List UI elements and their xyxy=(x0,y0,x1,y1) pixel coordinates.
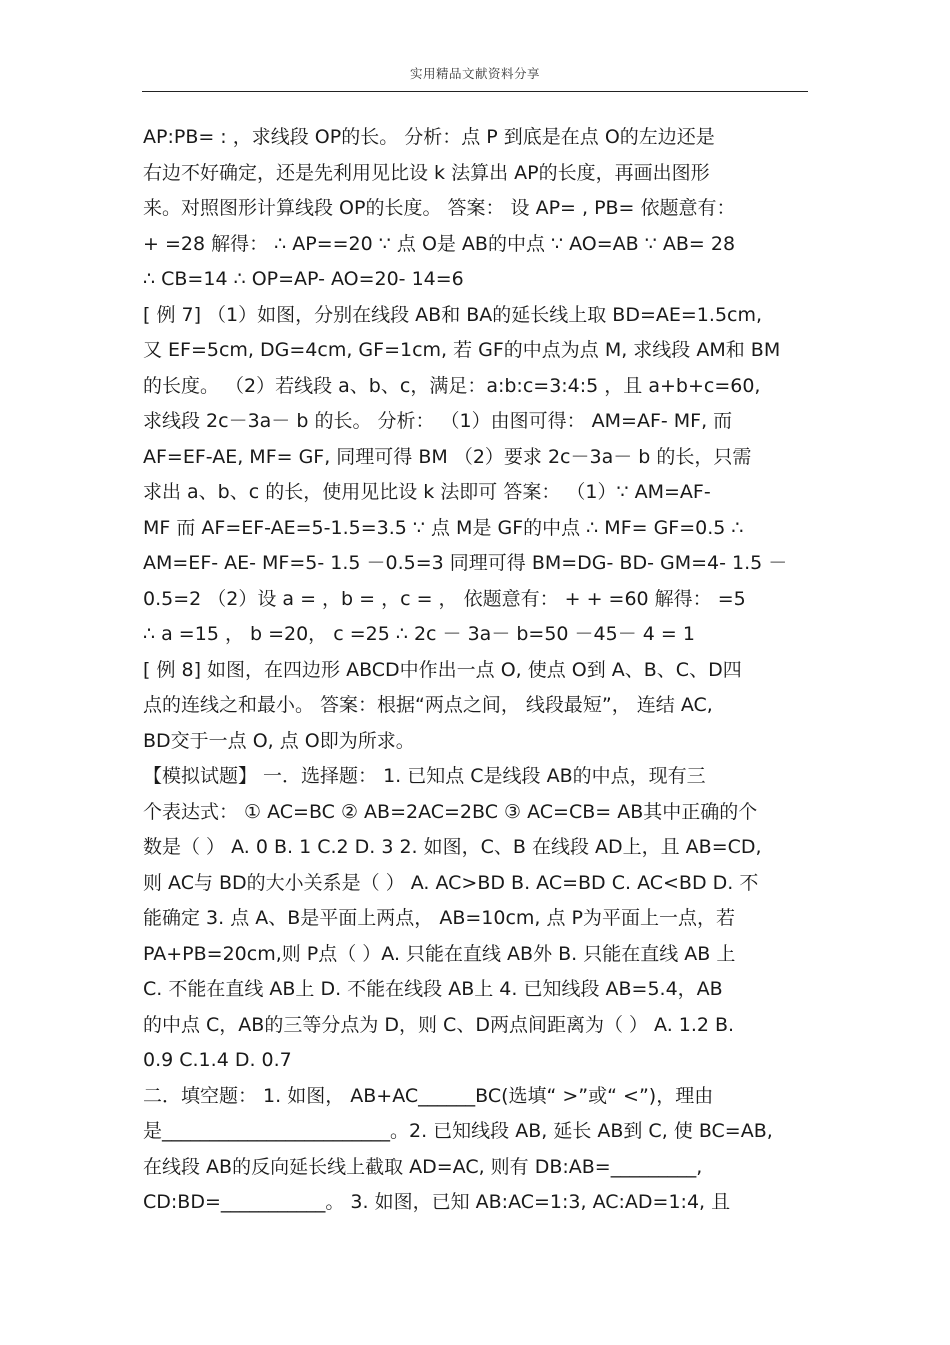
example-7-heading-line: [ 例 7] （1）如图，分别在线段 AB和 BA的延长线上取 BD=AE=1.5cm, xyxy=(143,303,763,326)
text-line: PA+PB=20cm,则 P点（ ）A. 只能在直线 AB外 B. 只能在直线 AB 上 xyxy=(143,942,736,965)
text-line: AM=EF- AE- MF=5- 1.5 －0.5=3 同理可得 BM=DG- BD- GM=4- 1.5 － xyxy=(143,552,788,574)
text-line: 则 AC与 BD的大小关系是（ ） A. AC>BD B. AC=BD C. AC<BD D. 不 xyxy=(143,871,759,894)
text-line: 0.5=2 （2）设 a = ，b = ，c = ， 依题意有： + + =60 解得： =5 xyxy=(143,587,746,610)
header-divider xyxy=(142,91,808,92)
text-line: BD交于一点 O, 点 O即为所求。 xyxy=(143,729,415,752)
text-line: 求出 a、b、c 的长，使用见比设 k 法即可 答案： （1）∵ AM=AF- xyxy=(143,481,711,503)
text-line: 在线段 AB的反向延长线上截取 AD=AC, 则有 DB:AB=_________, xyxy=(143,1155,703,1178)
text-line: 求线段 2c－3a－ b 的长。 分析： （1）由图可得： AM=AF- MF, 而 xyxy=(143,410,733,432)
document-body xyxy=(143,120,815,1221)
text-line: 0.9 C.1.4 D. 0.7 xyxy=(143,1049,292,1071)
text-line: 的中点 C，AB的三等分点为 D，则 C、D两点间距离为（ ） A. 1.2 B. xyxy=(143,1013,735,1036)
text-line: 能确定 3. 点 A、B是平面上两点， AB=10cm, 点 P为平面上一点，若 xyxy=(143,907,735,929)
text-line: AP:PB= : ，求线段 OP的长。 分析：点 P 到底是在点 O的左边还是 xyxy=(143,126,715,148)
fill-in-heading-line: 二．填空题： 1. 如图， AB+AC______BC(选填“ >”或“ <”)，理由 xyxy=(143,1084,714,1107)
text-line: AF=EF-AE, MF= GF, 同理可得 BM （2）要求 2c－3a－ b 的长，只需 xyxy=(143,445,752,468)
text-line: ∴ CB=14 ∴ OP=AP- AO=20- 14=6 xyxy=(143,268,464,290)
text-line: C. 不能在直线 AB上 D. 不能在线段 AB上 4. 已知线段 AB=5.4，AB xyxy=(143,978,723,1000)
text-line: 数是（ ） A. 0 B. 1 C.2 D. 3 2. 如图，C、B 在线段 AD上，且 AB=CD, xyxy=(143,836,762,858)
text-line: MF 而 AF=EF-AE=5-1.5=3.5 ∵ 点 M是 GF的中点 ∴ MF= GF=0.5 ∴ xyxy=(143,516,744,539)
text-line: 的长度。 （2）若线段 a、b、c，满足：a:b:c=3:4:5 ，且 a+b+c=60, xyxy=(143,374,761,397)
text-line: CD:BD=___________。 3. 如图，已知 AB:AC=1:3, AC:AD=1:4, 且 xyxy=(143,1191,731,1213)
text-line: 是________________________。2. 已知线段 AB, 延长 AB到 C, 使 BC=AB, xyxy=(143,1120,773,1142)
example-8-heading-line: [ 例 8] 如图，在四边形 ABCD中作出一点 O, 使点 O到 A、B、C、D四 xyxy=(143,658,742,681)
text-line: 点的连线之和最小。 答案：根据“两点之间， 线段最短”， 连结 AC, xyxy=(143,694,713,716)
text-line: 又 EF=5cm, DG=4cm, GF=1cm, 若 GF的中点为点 M, 求线段 AM和 BM xyxy=(143,339,781,361)
text-line: ∴ a =15 ， b =20， c =25 ∴ 2c － 3a－ b=50 －45－ 4 = 1 xyxy=(143,623,695,645)
mock-test-heading-line: 【模拟试题】 一．选择题： 1. 已知点 C是线段 AB的中点，现有三 xyxy=(143,765,706,787)
page-header: 实用精品文献资料分享 xyxy=(409,66,540,81)
text-line: 个表达式： ① AC=BC ② AB=2AC=2BC ③ AC=CB= AB其中正确的个 xyxy=(143,800,758,823)
text-line: + =28 解得： ∴ AP==20 ∵ 点 O是 AB的中点 ∵ AO=AB ∵ AB= 28 xyxy=(143,232,736,255)
text-line: 来。对照图形计算线段 OP的长度。 答案： 设 AP= , PB= 依题意有： xyxy=(143,197,736,219)
text-line: 右边不好确定，还是先利用见比设 k 法算出 AP的长度，再画出图形 xyxy=(143,161,710,184)
